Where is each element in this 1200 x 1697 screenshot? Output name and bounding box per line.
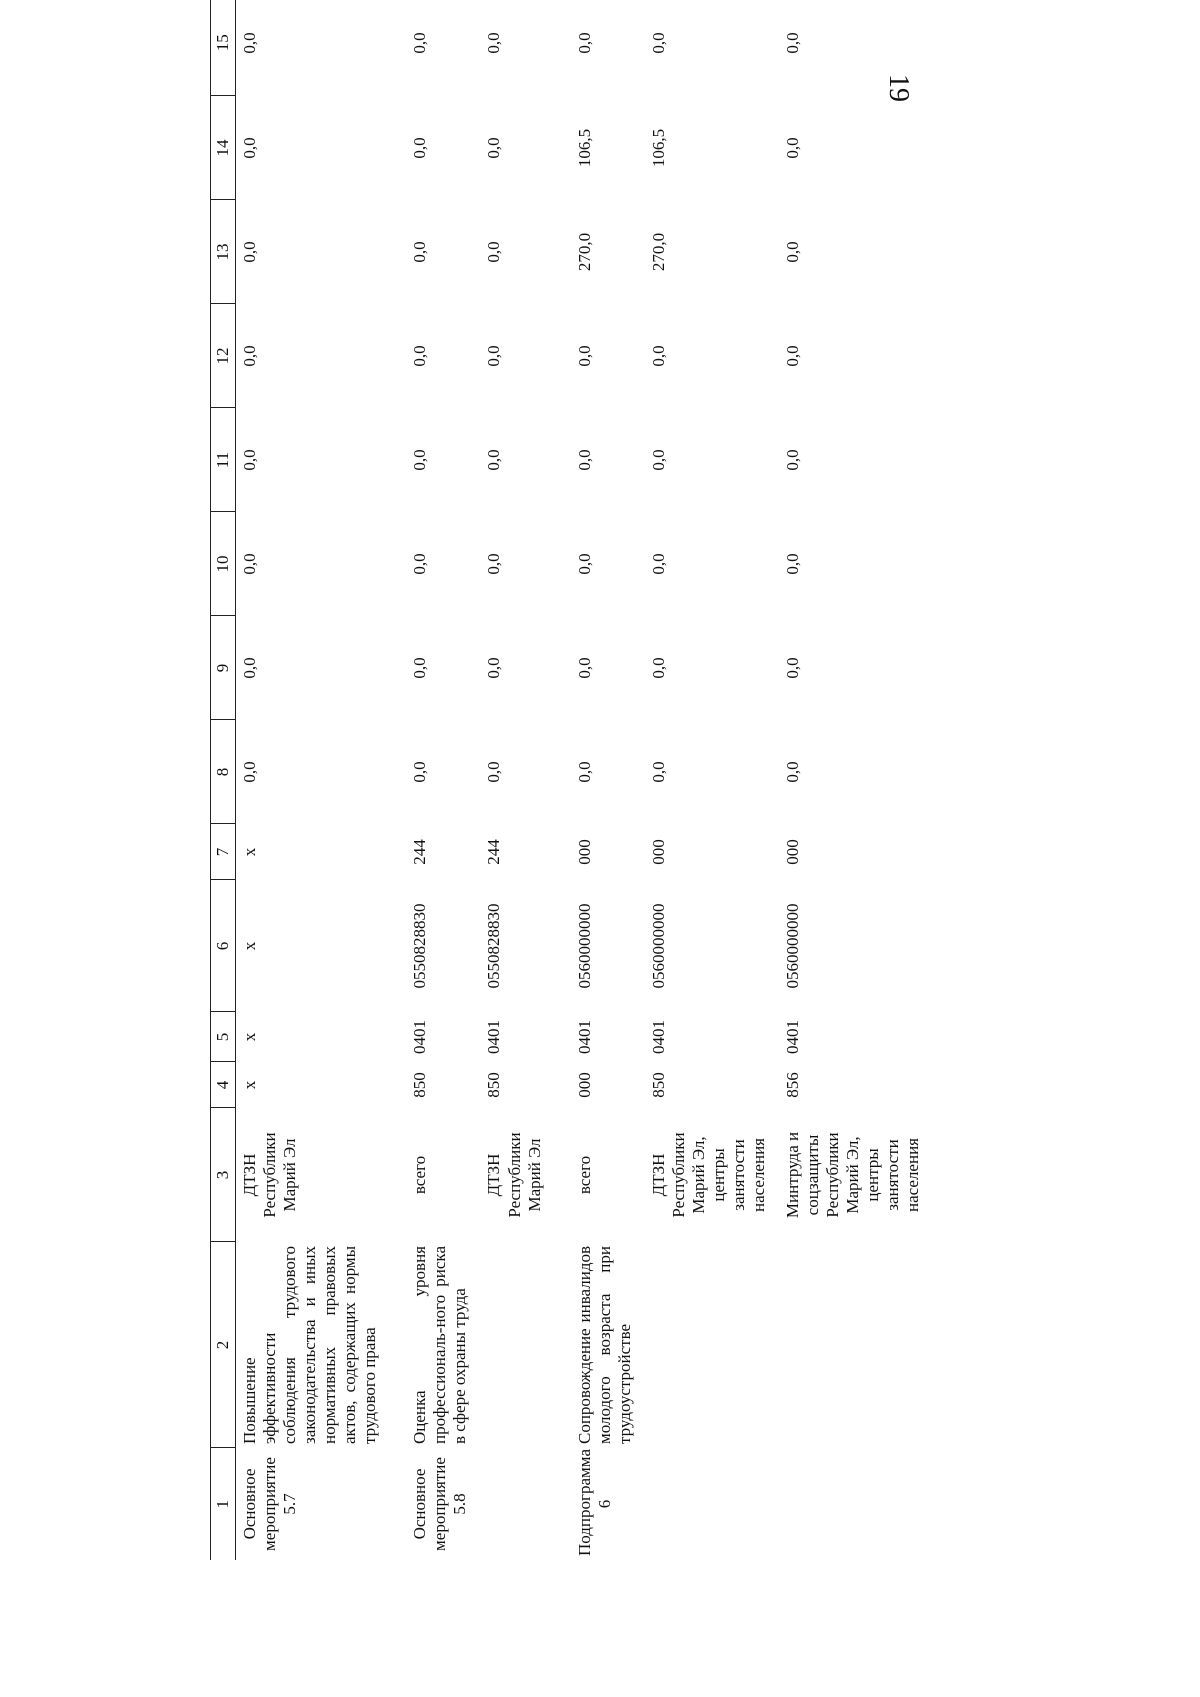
table-cell-col-3: ДТЗН Республики Марий Эл, центры занятости населения bbox=[648, 1132, 768, 1218]
table-cell-col-5: 0401 bbox=[410, 1020, 430, 1054]
table-cell-col-12: 0,0 bbox=[410, 345, 430, 367]
table-cell-col-15: 0,0 bbox=[240, 32, 259, 54]
table-cell-col-8: 0,0 bbox=[783, 761, 803, 783]
table-cell-col-14: 0,0 bbox=[410, 137, 430, 159]
table-cell-col-9: 0,0 bbox=[484, 657, 504, 679]
table-cell-col-2 bbox=[480, 1242, 554, 1448]
table-cell-col-1 bbox=[645, 1448, 779, 1560]
table-cell-col-6: 0560000000 bbox=[648, 903, 668, 989]
table-cell-col-8: 0,0 bbox=[484, 761, 504, 783]
table-cell-col-14: 106,5 bbox=[648, 128, 668, 168]
column-header-9: 9 bbox=[211, 616, 236, 720]
table-cell-col-15: 0,0 bbox=[574, 32, 594, 54]
table-cell-col-3: всего bbox=[410, 1155, 430, 1195]
column-header-11: 11 bbox=[211, 408, 236, 512]
column-header-12: 12 bbox=[211, 304, 236, 408]
table-cell-col-4: 000 bbox=[574, 1072, 594, 1098]
table-cell-col-4: 850 bbox=[484, 1072, 504, 1098]
table-cell-col-11: 0,0 bbox=[648, 449, 668, 471]
column-header-4: 4 bbox=[211, 1062, 236, 1108]
table-cell-col-13: 0,0 bbox=[484, 241, 504, 263]
table-cell-col-10: 0,0 bbox=[574, 553, 594, 575]
table-row bbox=[571, 0, 645, 1560]
table-cell-col-14: 0,0 bbox=[783, 137, 803, 159]
table-cell-col-7: 244 bbox=[484, 839, 504, 865]
table-cell-col-5: 0401 bbox=[648, 1020, 668, 1054]
column-header-8: 8 bbox=[211, 720, 236, 824]
page-number: 19 bbox=[883, 74, 914, 102]
table-header bbox=[211, 0, 236, 1560]
table-cell-col-6: 0550828830 bbox=[410, 903, 430, 989]
table-cell-col-10: 0,0 bbox=[783, 553, 803, 575]
column-header-2: 2 bbox=[211, 1242, 236, 1448]
table-cell-col-12: 0,0 bbox=[574, 345, 594, 367]
table-cell-col-2: Сопровождение инвалидов молодого возраста при трудоустройстве bbox=[574, 1246, 634, 1444]
table-cell-col-13: 0,0 bbox=[783, 241, 803, 263]
table-cell-col-2: Повышение эффективности соблюдения трудового законодательства и иных нормативных правовых актов, содержащих нормы трудового права bbox=[240, 1246, 380, 1444]
column-header-6: 6 bbox=[211, 880, 236, 1012]
table-row bbox=[406, 0, 480, 1560]
table-row bbox=[779, 0, 933, 1560]
table-cell-col-12: 0,0 bbox=[484, 345, 504, 367]
column-header-1: 1 bbox=[211, 1448, 236, 1560]
table-cell-col-7: 244 bbox=[410, 839, 430, 865]
budget-table bbox=[210, 0, 933, 1560]
table-cell-col-1: Основное мероприятие 5.7 bbox=[240, 1457, 300, 1551]
row-spacer bbox=[390, 0, 406, 1560]
table-cell-col-9: 0,0 bbox=[410, 657, 430, 679]
table-cell-col-10: 0,0 bbox=[240, 553, 259, 575]
table-cell-col-8: 0,0 bbox=[240, 761, 259, 783]
table-cell-col-14: 0,0 bbox=[484, 137, 504, 159]
table-cell-col-1: Основное мероприятие 5.8 bbox=[410, 1457, 470, 1551]
table-cell-col-9: 0,0 bbox=[648, 657, 668, 679]
table-cell-col-5: 0401 bbox=[574, 1020, 594, 1054]
table-cell-col-10: 0,0 bbox=[484, 553, 504, 575]
table-cell-col-9: 0,0 bbox=[783, 657, 803, 679]
table-cell-col-6: х bbox=[240, 941, 259, 951]
table-row bbox=[480, 0, 554, 1560]
table-cell-col-11: 0,0 bbox=[240, 449, 259, 471]
rotated-page bbox=[210, 0, 955, 1560]
table-cell-col-4: 850 bbox=[648, 1072, 668, 1098]
table-cell-col-14: 0,0 bbox=[240, 137, 259, 159]
table-cell-col-11: 0,0 bbox=[783, 449, 803, 471]
table-cell-col-15: 0,0 bbox=[783, 32, 803, 54]
table-cell-col-7: 000 bbox=[574, 839, 594, 865]
table-cell-col-4: 850 bbox=[410, 1072, 430, 1098]
table-row bbox=[645, 0, 779, 1560]
table-cell-col-1 bbox=[480, 1448, 554, 1560]
row-spacer bbox=[555, 0, 571, 1560]
table-cell-col-13: 0,0 bbox=[410, 241, 430, 263]
table-cell-col-12: 0,0 bbox=[240, 345, 259, 367]
table-cell-col-6: 0560000000 bbox=[783, 903, 803, 989]
column-header-5: 5 bbox=[211, 1012, 236, 1062]
table-cell-col-7: 000 bbox=[783, 839, 803, 865]
table-cell-col-15: 0,0 bbox=[410, 32, 430, 54]
table-cell-col-7: х bbox=[240, 847, 259, 857]
table-cell-col-6: 0550828830 bbox=[484, 903, 504, 989]
table-cell-col-4: х bbox=[240, 1080, 259, 1090]
column-header-10: 10 bbox=[211, 512, 236, 616]
table-cell-col-1: Подпрограмма 6 bbox=[574, 1449, 614, 1556]
table-cell-col-3: Минтруда и соцзащиты Республики Марий Эл, центры занятости населения bbox=[783, 1131, 923, 1219]
table-body bbox=[236, 0, 934, 1560]
table-cell-col-3: ДТЗН Республики Марий Эл bbox=[240, 1132, 300, 1218]
table-cell-col-5: х bbox=[240, 1032, 259, 1042]
table-cell-col-13: 270,0 bbox=[574, 232, 594, 272]
table-cell-col-12: 0,0 bbox=[648, 345, 668, 367]
table-cell-col-2: Оценка уровня профессиональ-ного риска в сфере охраны труда bbox=[410, 1246, 470, 1444]
table-cell-col-10: 0,0 bbox=[410, 553, 430, 575]
table-cell-col-13: 270,0 bbox=[648, 232, 668, 272]
table-cell-col-7: 000 bbox=[648, 839, 668, 865]
table-cell-col-15: 0,0 bbox=[484, 32, 504, 54]
table-cell-col-1 bbox=[779, 1448, 933, 1560]
table-cell-col-5: 0401 bbox=[783, 1020, 803, 1054]
table-cell-col-8: 0,0 bbox=[410, 761, 430, 783]
column-header-3: 3 bbox=[211, 1108, 236, 1242]
column-header-14: 14 bbox=[211, 96, 236, 200]
table-cell-col-8: 0,0 bbox=[574, 761, 594, 783]
table-cell-col-2 bbox=[645, 1242, 779, 1448]
table-cell-col-5: 0401 bbox=[484, 1020, 504, 1054]
table-cell-col-11: 0,0 bbox=[484, 449, 504, 471]
table-cell-col-11: 0,0 bbox=[574, 449, 594, 471]
column-header-13: 13 bbox=[211, 200, 236, 304]
table-cell-col-12: 0,0 bbox=[783, 345, 803, 367]
table-cell-col-14: 106,5 bbox=[574, 128, 594, 168]
table-cell-col-3: ДТЗН Республики Марий Эл bbox=[484, 1132, 544, 1218]
table-row bbox=[236, 0, 391, 1560]
table-cell-col-3: всего bbox=[574, 1155, 594, 1195]
table-cell-col-13: 0,0 bbox=[240, 241, 259, 263]
column-header-15: 15 bbox=[211, 0, 236, 96]
table-cell-col-9: 0,0 bbox=[574, 657, 594, 679]
table-cell-col-11: 0,0 bbox=[410, 449, 430, 471]
column-header-7: 7 bbox=[211, 824, 236, 880]
table-cell-col-2 bbox=[779, 1242, 933, 1448]
table-cell-col-10: 0,0 bbox=[648, 553, 668, 575]
table-cell-col-6: 0560000000 bbox=[574, 903, 594, 989]
spacer-cell bbox=[555, 0, 571, 1560]
table-cell-col-4: 856 bbox=[783, 1072, 803, 1098]
table-cell-col-8: 0,0 bbox=[648, 761, 668, 783]
table-cell-col-15: 0,0 bbox=[648, 32, 668, 54]
table-cell-col-9: 0,0 bbox=[240, 657, 259, 679]
header-row bbox=[211, 0, 236, 1560]
spacer-cell bbox=[390, 0, 406, 1560]
